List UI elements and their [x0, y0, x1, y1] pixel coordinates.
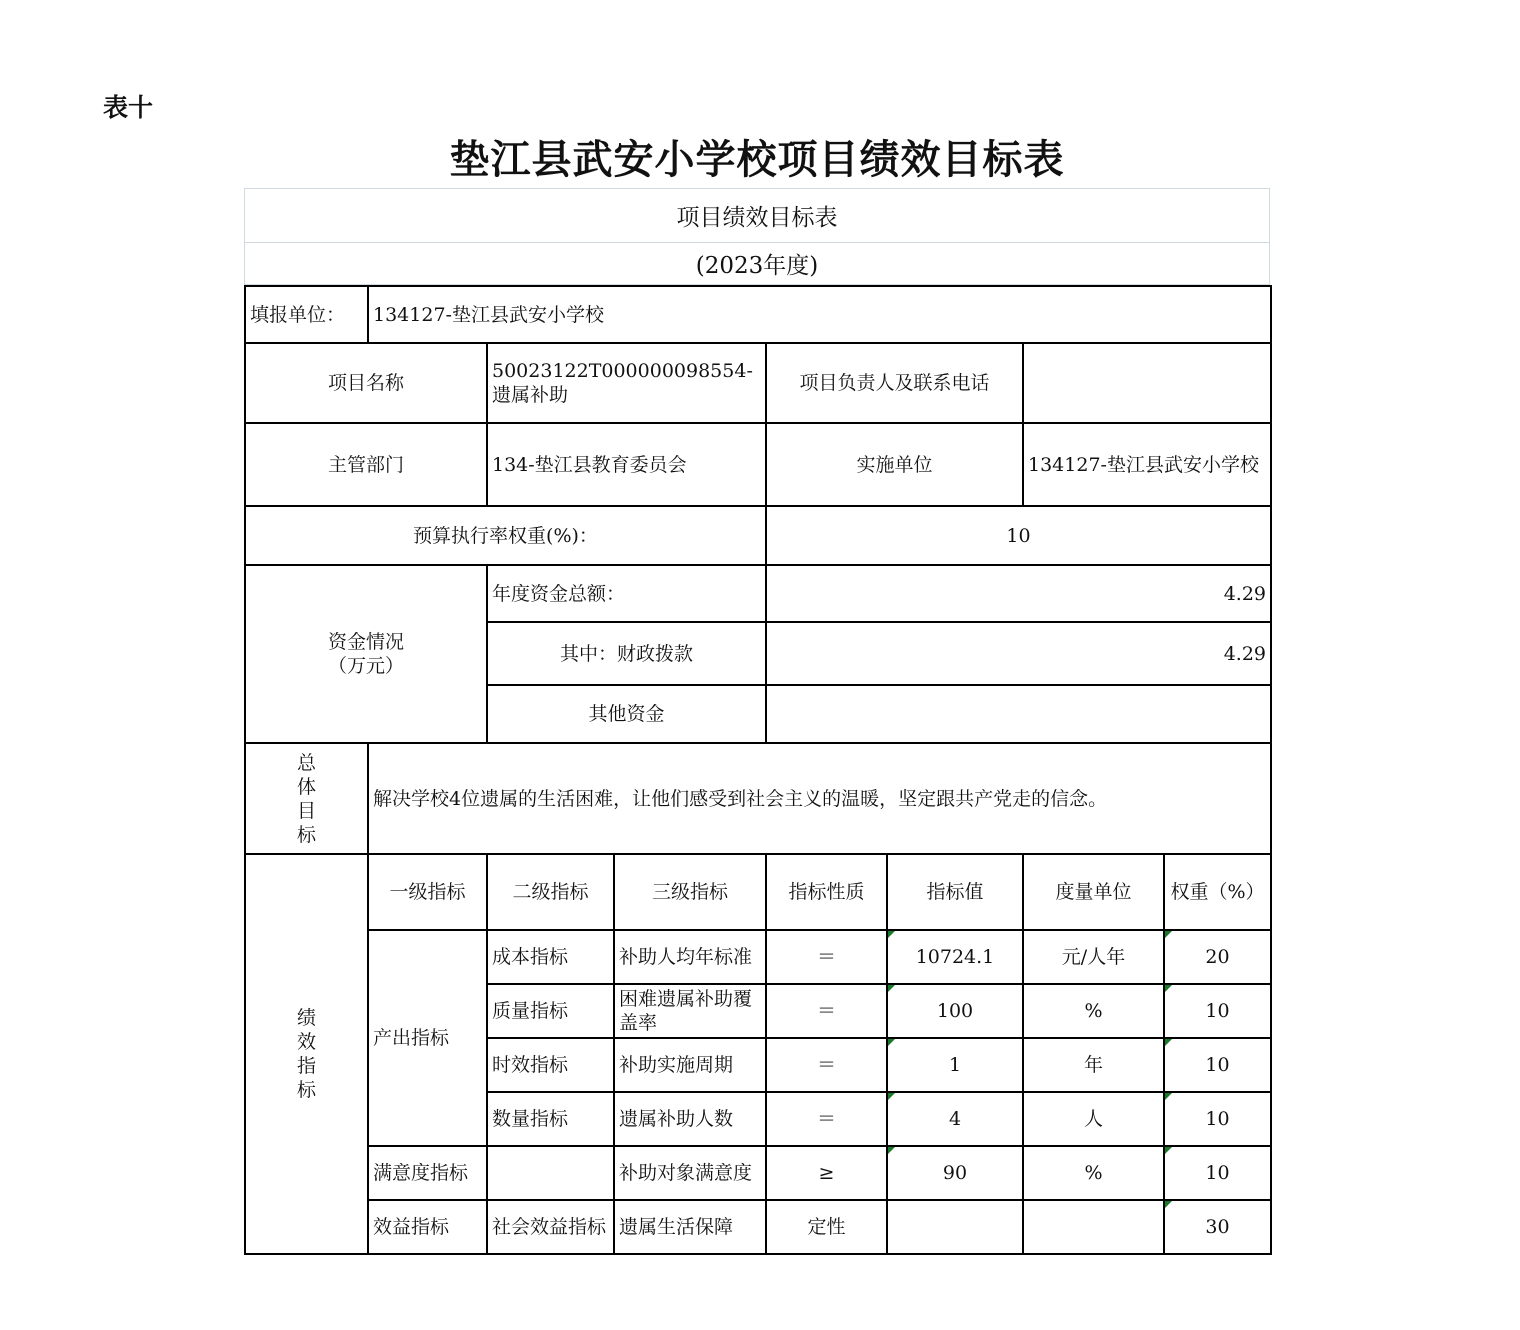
row-l3: 补助人均年标准: [614, 930, 766, 984]
row-l2: [487, 1146, 614, 1200]
row-l1: 效益指标: [368, 1200, 487, 1254]
impl-value: 134127-垫江县武安小学校: [1023, 423, 1271, 506]
header-l2: 二级指标: [487, 854, 614, 930]
row-unit: %: [1023, 984, 1164, 1038]
table-year: (2023年度): [244, 242, 1270, 285]
row-nature: ＝: [766, 984, 887, 1038]
row-l2: 社会效益指标: [487, 1200, 614, 1254]
header-weight: 权重（%）: [1164, 854, 1271, 930]
row-value: 100: [887, 984, 1023, 1038]
unit-value: 134127-垫江县武安小学校: [368, 286, 1271, 343]
page-title: 垫江县武安小学校项目绩效目标表: [449, 136, 1065, 183]
funds-total-label: 年度资金总额：: [487, 565, 766, 622]
header-nature: 指标性质: [766, 854, 887, 930]
goal-text: 解决学校4位遗属的生活困难，让他们感受到社会主义的温暖，坚定跟共产党走的信念。: [368, 743, 1271, 854]
row-value: 4: [887, 1092, 1023, 1146]
project-name-value: 50023122T000000098554-遗属补助: [487, 343, 766, 423]
row-weight: 30: [1164, 1200, 1271, 1254]
table-caption: 项目绩效目标表: [244, 188, 1270, 242]
funds-label: 资金情况: [327, 631, 404, 653]
row-weight: 10: [1164, 1092, 1271, 1146]
row-weight: 10: [1164, 1038, 1271, 1092]
row-unit: %: [1023, 1146, 1164, 1200]
row-weight: 10: [1164, 1146, 1271, 1200]
row-l3: 遗属补助人数: [614, 1092, 766, 1146]
table-row: [245, 1146, 1271, 1200]
row-nature: ＝: [766, 1092, 887, 1146]
row-l2: 时效指标: [487, 1038, 614, 1092]
funds-fiscal-label: 其中：财政拨款: [487, 622, 766, 685]
row-value: 10724.1: [887, 930, 1023, 984]
row-weight: 10: [1164, 984, 1271, 1038]
output-label: 产出指标: [368, 930, 487, 1146]
performance-table: [244, 285, 1272, 1255]
header-unit: 度量单位: [1023, 854, 1164, 930]
row-unit: [1023, 1200, 1164, 1254]
row-unit: 年: [1023, 1038, 1164, 1092]
project-name-label: 项目名称: [245, 343, 487, 423]
row-nature: 定性: [766, 1200, 887, 1254]
row-value: 1: [887, 1038, 1023, 1092]
budget-rate-label: 预算执行率权重(%)：: [245, 506, 766, 565]
funds-total-value: 4.29: [766, 565, 1271, 622]
row-l2: 数量指标: [487, 1092, 614, 1146]
row-value: [887, 1200, 1023, 1254]
row-unit: 元/人年: [1023, 930, 1164, 984]
header-l3: 三级指标: [614, 854, 766, 930]
table-number: 表十: [103, 93, 154, 122]
impl-label: 实施单位: [766, 423, 1023, 506]
contact-label: 项目负责人及联系电话: [766, 343, 1023, 423]
table-row: [245, 930, 1271, 984]
header-value: 指标值: [887, 854, 1023, 930]
budget-rate-value: 10: [766, 506, 1271, 565]
row-nature: ＝: [766, 1038, 887, 1092]
funds-label-cell: [245, 565, 487, 743]
row-l3: 补助实施周期: [614, 1038, 766, 1092]
row-l3: 困难遗属补助覆盖率: [614, 984, 766, 1038]
table-row: [245, 1200, 1271, 1254]
row-unit: 人: [1023, 1092, 1164, 1146]
row-weight: 20: [1164, 930, 1271, 984]
funds-other-label: 其他资金: [487, 685, 766, 743]
dept-value: 134-垫江县教育委员会: [487, 423, 766, 506]
performance-sheet: [244, 188, 1270, 1255]
goal-label: 总 体 目 标: [245, 743, 368, 854]
funds-fiscal-value: 4.29: [766, 622, 1271, 685]
row-l3: 补助对象满意度: [614, 1146, 766, 1200]
perf-label: 绩 效 指 标: [245, 854, 368, 1254]
funds-other-value: [766, 685, 1271, 743]
contact-value: [1023, 343, 1271, 423]
unit-label: 填报单位：: [245, 286, 368, 343]
row-nature: ＝: [766, 930, 887, 984]
funds-unit: （万元）: [327, 655, 404, 677]
row-nature: ≥: [766, 1146, 887, 1200]
dept-label: 主管部门: [245, 423, 487, 506]
row-l2: 质量指标: [487, 984, 614, 1038]
header-l1: 一级指标: [368, 854, 487, 930]
row-l3: 遗属生活保障: [614, 1200, 766, 1254]
row-l1: 满意度指标: [368, 1146, 487, 1200]
row-l2: 成本指标: [487, 930, 614, 984]
row-value: 90: [887, 1146, 1023, 1200]
